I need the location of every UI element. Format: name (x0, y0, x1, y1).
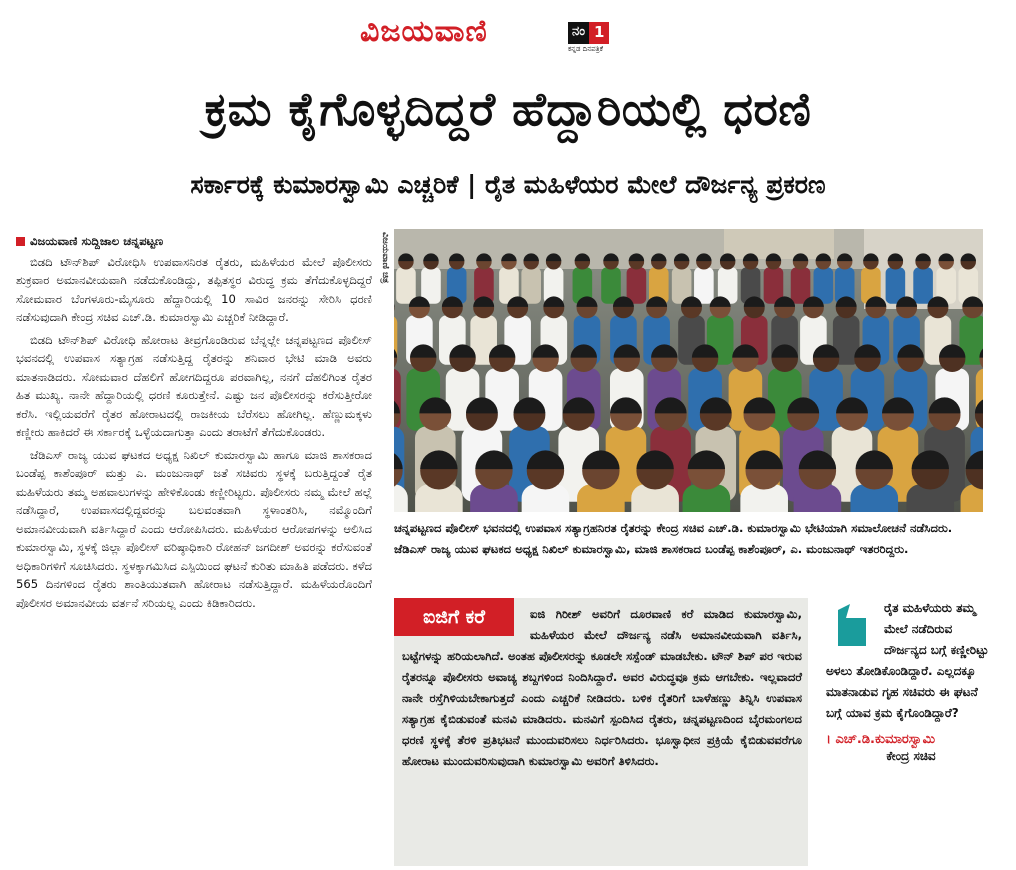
news-photo (394, 229, 983, 512)
quote-body: ರೈತ ಮಹಿಳೆಯರು ತಮ್ಮ ಮೇಲೆ ನಡೆದಿರುವ ದೌರ್ಜನ್ಯದ ಬಗ್ಗೆ ಕಣ್ಣೀರಿಟ್ಟು ಅಳಲು ತೋಡಿಕೊಂಡಿದ್ದಾರೆ. ಎಲ್ಲದಕ್ಕೂ ಮಾತನಾಡುವ ಗೃಹ ಸಚಿವರು ಈ ಘಟನೆ ಬಗ್ಗೆ ಯಾವ ಕ್ರಮ ಕೈಗೊಂಡಿದ್ದಾರೆ? (826, 601, 989, 720)
byline (16, 232, 372, 251)
crowd-photo-illustration (394, 229, 983, 512)
article-paragraph: ಬಿಡದಿ ಟೌನ್‌ಶಿಪ್ ವಿರೋಧಿಸಿ ಉಪವಾಸನಿರತ ರೈತರು, ಮಹಿಳೆಯರ ಮೇಲೆ ಪೊಲೀಸರು ಶುಕ್ರವಾರ ಅಮಾನವೀಯವಾಗಿ ನಡೆದುಕೊಂಡಿದ್ದು, ತಪ್ಪಿತಸ್ಥರ ವಿರುದ್ಧ ಕ್ರಮ ತೆಗೆದುಕೊಳ್ಳದಿದ್ದರೆ ಸೋಮವಾರ ಬೆಂಗಳೂರು-ಮೈಸೂರು ಹೆದ್ದಾರಿಯಲ್ಲಿ 10 ಸಾವಿರ ಜನರನ್ನು ಸೇರಿಸಿ ಧರಣಿ ನಡೆಸುವುದಾಗಿ ಕೇಂದ್ರ ಸಚಿವ ಎಚ್.ಡಿ. ಕುಮಾರಸ್ವಾಮಿ ಎಚ್ಚರಿಕೆ ನೀಡಿದ್ದಾರೆ. (16, 254, 372, 324)
number-one-badge (568, 22, 620, 62)
photo-credit: ವಿಜಯವಾಣಿ ಚಿತ್ರ (380, 232, 390, 284)
sidebar-label: ಐಜಿಗೆ ಕರೆ (394, 598, 514, 636)
quote-mark-icon (832, 600, 872, 650)
quote-author-role: ಕೇಂದ್ರ ಸಚಿವ (886, 749, 936, 763)
badge-prefix: ನಂ (568, 22, 589, 44)
badge-number: 1 (589, 22, 609, 44)
byline-text: ವಿಜಯವಾಣಿ ಸುದ್ದಿಜಾಲ ಚನ್ನಪಟ್ಟಣ (30, 234, 164, 248)
quote-author: । ಎಚ್.ಡಿ.ಕುಮಾರಸ್ವಾಮಿ (826, 732, 936, 747)
pull-quote (826, 598, 996, 764)
sidebar-box (394, 598, 808, 866)
page-headline: ಕ್ರಮ ಕೈಗೊಳ್ಳದಿದ್ದರೆ ಹೆದ್ದಾರಿಯಲ್ಲಿ ಧರಣಿ (204, 82, 812, 136)
newspaper-logo: ವಿಜಯವಾಣಿ (360, 14, 488, 49)
article-body (16, 232, 372, 616)
photo-caption: ಚನ್ನಪಟ್ಟಣದ ಪೊಲೀಸ್ ಭವನದಲ್ಲಿ ಉಪವಾಸ ಸತ್ಯಾಗ್ರಹನಿರತ ರೈತರನ್ನು ಕೇಂದ್ರ ಸಚಿವ ಎಚ್.ಡಿ. ಕುಮಾರಸ್ವಾಮಿ ಭೇಟಿಯಾಗಿ ಸಮಾಲೋಚನೆ ನಡೆಸಿದರು. ಜೆಡಿಎಸ್ ರಾಜ್ಯ ಯುವ ಘಟಕದ ಅಧ್ಯಕ್ಷ ನಿಖಿಲ್ ಕುಮಾರಸ್ವಾಮಿ, ಮಾಜಿ ಶಾಸಕರಾದ ಬಂಡೆಪ್ಪ ಕಾಶೆಂಪೂರ್, ಎ. ಮಂಜುನಾಥ್ ಇತರರಿದ್ದರು. (394, 521, 953, 556)
crowd-person-body (521, 267, 541, 303)
crowd-person-body (913, 267, 933, 303)
badge-subtitle: ಕನ್ನಡ ದಿನಪತ್ರಿಕೆ (568, 45, 604, 53)
article-paragraph: ಜೆಡಿಎಸ್ ರಾಜ್ಯ ಯುವ ಘಟಕದ ಅಧ್ಯಕ್ಷ ನಿಖಿಲ್ ಕುಮಾರಸ್ವಾಮಿ ಹಾಗೂ ಮಾಜಿ ಶಾಸಕರಾದ ಬಂಡೆಪ್ಪ ಕಾಶೆಂಪೂರ್ ಮತ್ತು ಎ. ಮಂಜುನಾಥ್ ಜತೆ ಸಚಿವರು ಸ್ಥಳಕ್ಕೆ ಬರುತ್ತಿದ್ದಂತೆ ರೈತ ಮಹಿಳೆಯರು ತಮ್ಮ ಅಹವಾಲುಗಳನ್ನು ಹೇಳಿಕೊಂಡು ಕಣ್ಣೀರಿಟ್ಟರು. ಪೊಲೀಸರು ನಮ್ಮ ಮೇಲೆ ಹಲ್ಲೆ ನಡೆಸಿದ್ದಾರೆ, ಉಪವಾಸದಲ್ಲಿದ್ದವರನ್ನು ಬಲವಂತವಾಗಿ ಸ್ಥಳಾಂತರಿಸಿ, ನಮ್ಮೊಂದಿಗೆ ಅಮಾನವೀಯವಾಗಿ ವರ್ತಿಸಿದ್ದಾರೆ ಎಂದು ಆರೋಪಿಸಿದರು. ಮಹಿಳೆಯರ ಆರೋಪಗಳನ್ನು ಆಲಿಸಿದ ಕುಮಾರಸ್ವಾಮಿ, ಸ್ಥಳಕ್ಕೆ ಜಿಲ್ಲಾ ಪೊಲೀಸ್ ವರಿಷ್ಠಾಧಿಕಾರಿ ರೋಹನ್ ಜಗದೀಶ್ ಅವರನ್ನು ಕರೆಸುವಂತೆ ಅಧಿಕಾರಿಗಳಿಗೆ ಸೂಚಿಸಿದರು. ಸ್ಥಳಕ್ಕಾಗಮಿಸಿದ ಎಸ್ಪಿಯಿಂದ ಘಟನೆ ಕುರಿತು ಮಾಹಿತಿ ಪಡೆದರು. ಕಳೆದ 565 ದಿನಗಳಿಂದ ರೈತರು ಶಾಂತಿಯುತವಾಗಿ ಹೋರಾಟ ನಡೆಸುತ್ತಿದ್ದಾರೆ. ಮಹಿಳೆಯರೊಂದಿಗೆ ಪೊಲೀಸರ ಅಮಾನವೀಯ ವರ್ತನೆ ಸರಿಯಲ್ಲ ಎಂದು ಕಿಡಿಕಾರಿದರು. (16, 447, 372, 610)
crowd-person-body (396, 267, 416, 303)
sub-headline: ಸರ್ಕಾರಕ್ಕೆ ಕುಮಾರಸ್ವಾಮಿ ಎಚ್ಚರಿಕೆ | ರೈತ ಮಹಿಳೆಯರ ಮೇಲೆ ದೌರ್ಜನ್ಯ ಪ್ರಕರಣ (190, 170, 826, 199)
article-paragraph: ಬಿಡದಿ ಟೌನ್‌ಶಿಪ್ ವಿರೋಧಿ ಹೋರಾಟ ತೀವ್ರಗೊಂಡಿರುವ ಬೆನ್ನಲ್ಲೇ ಚನ್ನಪಟ್ಟಣದ ಪೊಲೀಸ್ ಭವನದಲ್ಲಿ ಉಪವಾಸ ಸತ್ಯಾಗ್ರಹ ನಡೆಸುತ್ತಿದ್ದ ರೈತರನ್ನು ಶನಿವಾರ ಭೇಟಿ ಮಾಡಿ ಅವರು ಮಾತನಾಡಿದರು. ಸೋಮವಾರ ದೆಹಲಿಗೆ ಹೋಗದಿದ್ದರೂ ಪರವಾಗಿಲ್ಲ, ನನಗೆ ದೆಹಲಿಗಿಂತ ರೈತರ ಹಿತ ಮುಖ್ಯ. ನಾನೇ ಹೆದ್ದಾರಿಯಲ್ಲಿ ಧರಣಿ ಕೂರುತ್ತೇನೆ. ಎಷ್ಟು ಜನ ಪೊಲೀಸರನ್ನು ಕರೆಸುತ್ತೀರೋ ಕರೆಸಿ. ಇಲ್ಲಿಯವರೆಗೆ ರೈತರ ಹೋರಾಟದಲ್ಲಿ ರಾಜಕೀಯ ಬೆರೆಸಲು ಹೋಗಿಲ್ಲ. ಹೆಣ್ಣುಮಕ್ಕಳು ಕಣ್ಣೀರು ಹಾಕಿದರೆ ಈ ಸರ್ಕಾರಕ್ಕೆ ಒಳ್ಳೆಯದಾಗುತ್ತಾ ಎಂದು ತರಾಟೆಗೆ ತೆಗೆದುಕೊಂಡರು. (16, 332, 372, 439)
crowd-person-body (627, 267, 647, 303)
byline-marker-icon (16, 237, 25, 246)
sidebar-body: ಐಜಿ ಗಿರೀಶ್ ಅವರಿಗೆ ದೂರವಾಣಿ ಕರೆ ಮಾಡಿದ ಕುಮಾರಸ್ವಾಮಿ, ಮಹಿಳೆಯರ ಮೇಲೆ ದೌರ್ಜನ್ಯ ನಡೆಸಿ ಅಮಾನವೀಯವಾಗಿ ವರ್ತಿಸಿ, ಬಟ್ಟೆಗಳನ್ನು ಹರಿಯಲಾಗಿದೆ. ಅಂತಹ ಪೊಲೀಸರನ್ನು ಕೂಡಲೇ ಸಸ್ಪೆಂಡ್ ಮಾಡಬೇಕು. ಟೌನ್ ಶಿಪ್ ಪರ ಇರುವ ರೈತರನ್ನೂ ಪೊಲೀಸರು ಅವಾಚ್ಯ ಶಬ್ದಗಳಿಂದ ನಿಂದಿಸಿದ್ದಾರೆ. ಅವರ ವಿರುದ್ಧವೂ ಕ್ರಮ ಆಗಬೇಕು. ಇಲ್ಲವಾದರೆ ನಾನೇ ರಸ್ತೆಗಿಳಿಯಬೇಕಾಗುತ್ತದೆ ಎಂದು ಎಚ್ಚರಿಕೆ ನೀಡಿದರು. ಬಳಿಕ ರೈತರಿಗೆ ಬಾಳೆಹಣ್ಣು ತಿನ್ನಿಸಿ ಉಪವಾಸ ಸತ್ಯಾಗ್ರಹ ಕೈಬಿಡುವಂತೆ ಮನವಿ ಮಾಡಿದರು. ಮನವಿಗೆ ಸ್ಪಂದಿಸಿದ ರೈತರು, ಚನ್ನಪಟ್ಟಣದಿಂದ ಬೈರಮಂಗಲದ ಧರಣಿ ಸ್ಥಳಕ್ಕೆ ತೆರಳಿ ಪ್ರತಿಭಟನೆ ಮುಂದುವರಿಸಲು ನಿರ್ಧರಿಸಿದರು. ಭೂಸ್ವಾಧೀನ ಪ್ರಕ್ರಿಯೆ ಕೈಬಿಡುವವರೆಗೂ ಹೋರಾಟ ಮುಂದುವರಿಸುವುದಾಗಿ ಕುಮಾರಸ್ವಾಮಿ ಅವರಿಗೆ ತಿಳಿಸಿದರು. (402, 607, 802, 768)
masthead (0, 14, 1016, 62)
